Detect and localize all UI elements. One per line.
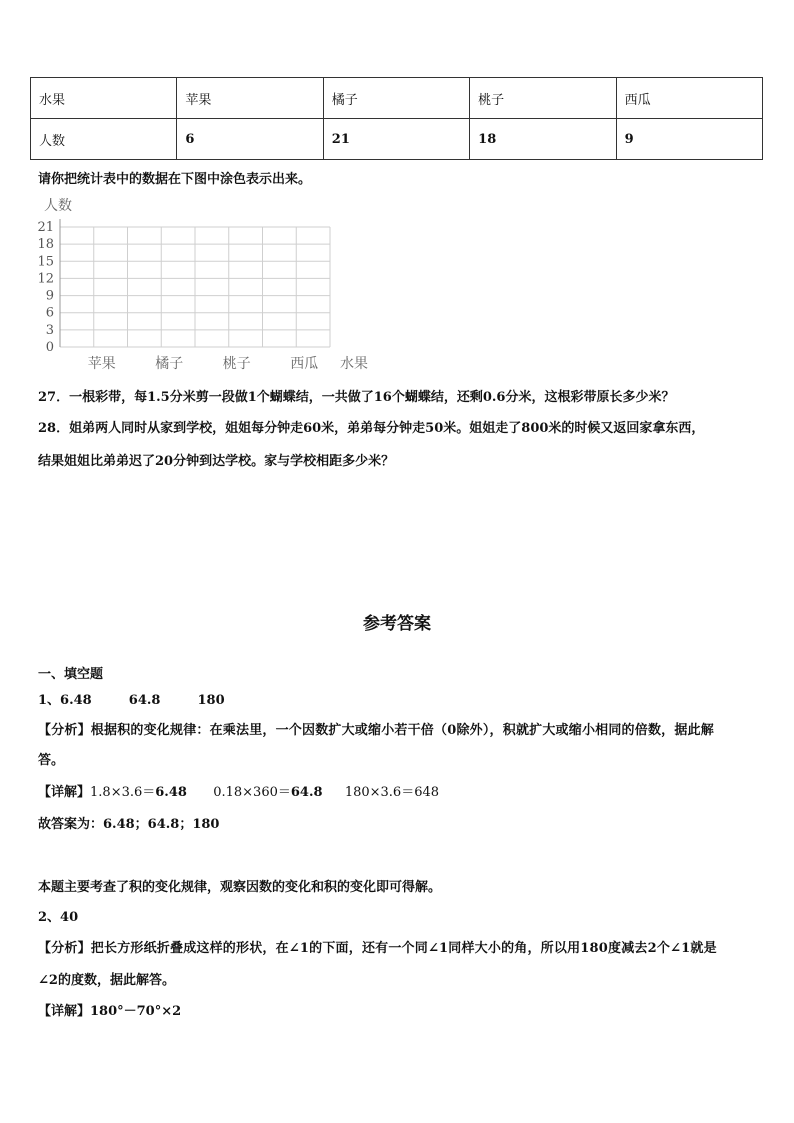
table-cell: 桃子 [470,78,616,119]
table-cell: 6 [177,119,323,160]
y-tick-label: 21 [37,220,54,235]
answer-comment: 本题主要考查了积的变化规律，观察因数的变化和积的变化即可得解。 [38,880,442,895]
y-tick-label: 9 [45,288,54,304]
table-cell: 人数 [31,119,177,160]
analysis-line-2: ∠2的度数，据此解答。 [38,973,175,988]
detail-expression: 0.18×360＝ [213,785,291,800]
answer-result: 故答案为：6.48；64.8；180 [38,817,220,832]
table-cell: 水果 [31,78,177,119]
chart-instruction: 请你把统计表中的数据在下图中涂色表示出来。 [38,172,312,187]
y-tick-label: 3 [45,322,54,338]
x-tick-label: 桃子 [222,356,251,372]
detail-line: 【详解】180°－70°×2 [38,1004,182,1019]
answer-section-title: 参考答案 [363,614,431,634]
table-row [31,119,763,160]
detail-expression: 1.8×3.6＝ [90,785,156,800]
y-tick-label: 0 [45,340,54,355]
table-cell: 橘子 [323,78,469,119]
table-cell: 西瓜 [616,78,762,119]
table-cell: 18 [470,119,616,160]
chart-y-axis-label: 人数 [44,198,72,214]
answer-value: 64.8 [128,693,161,708]
y-tick-label: 6 [45,305,54,321]
x-tick-label: 西瓜 [290,356,319,372]
question-27: 27．一根彩带，每1.5分米剪一段做1个蝴蝶结，一共做了16个蝴蝶结，还剩0.6分米，这根彩带原长多少米？ [38,390,675,405]
answer-value: 180 [197,693,225,708]
answer-1 [38,689,225,708]
chart-y-ticks [37,220,54,355]
answer-value: 6.48 [60,693,92,708]
chart-x-axis-label: 水果 [340,356,368,372]
chart-grid [60,219,330,347]
detail-result: 6.48 [155,785,187,800]
x-tick-label: 苹果 [87,356,116,372]
chart-x-labels [88,355,319,372]
question-28-line-2: 结果姐姐比弟弟迟了20分钟到达学校。家与学校相距多少米？ [38,454,395,469]
y-tick-label: 12 [37,271,54,287]
analysis-line-1: 【分析】根据积的变化规律：在乘法里，一个因数扩大或缩小若干倍（0除外），积就扩大或缩小相同的倍数，据此解 [38,723,714,738]
x-tick-label: 橘子 [155,356,184,372]
table-row [31,78,763,119]
blank-bar-chart [30,192,390,377]
detail-result: 64.8 [290,785,323,800]
answer-2: 2、40 [38,910,79,925]
analysis-line-1: 【分析】把长方形纸折叠成这样的形状，在∠1的下面，还有一个同∠1同样大小的角，所以用180度减去2个∠1就是 [38,941,717,956]
table-cell: 21 [323,119,469,160]
detail-line [38,781,439,800]
detail-expression: 180×3.6＝648 [344,785,440,800]
y-tick-label: 18 [37,237,54,253]
detail-tag: 【详解】 [38,785,91,800]
fruit-stats-table [30,77,763,160]
table-cell: 苹果 [177,78,323,119]
answer-number: 1、 [38,693,61,708]
analysis-line-2: 答。 [38,753,65,768]
y-tick-label: 15 [37,254,54,270]
section-heading: 一、填空题 [38,667,104,682]
table-cell: 9 [616,119,762,160]
question-28-line-1: 28．姐弟两人同时从家到学校，姐姐每分钟走60米，弟弟每分钟走50米。姐姐走了800米的时候又返回家拿东西， [38,421,705,436]
